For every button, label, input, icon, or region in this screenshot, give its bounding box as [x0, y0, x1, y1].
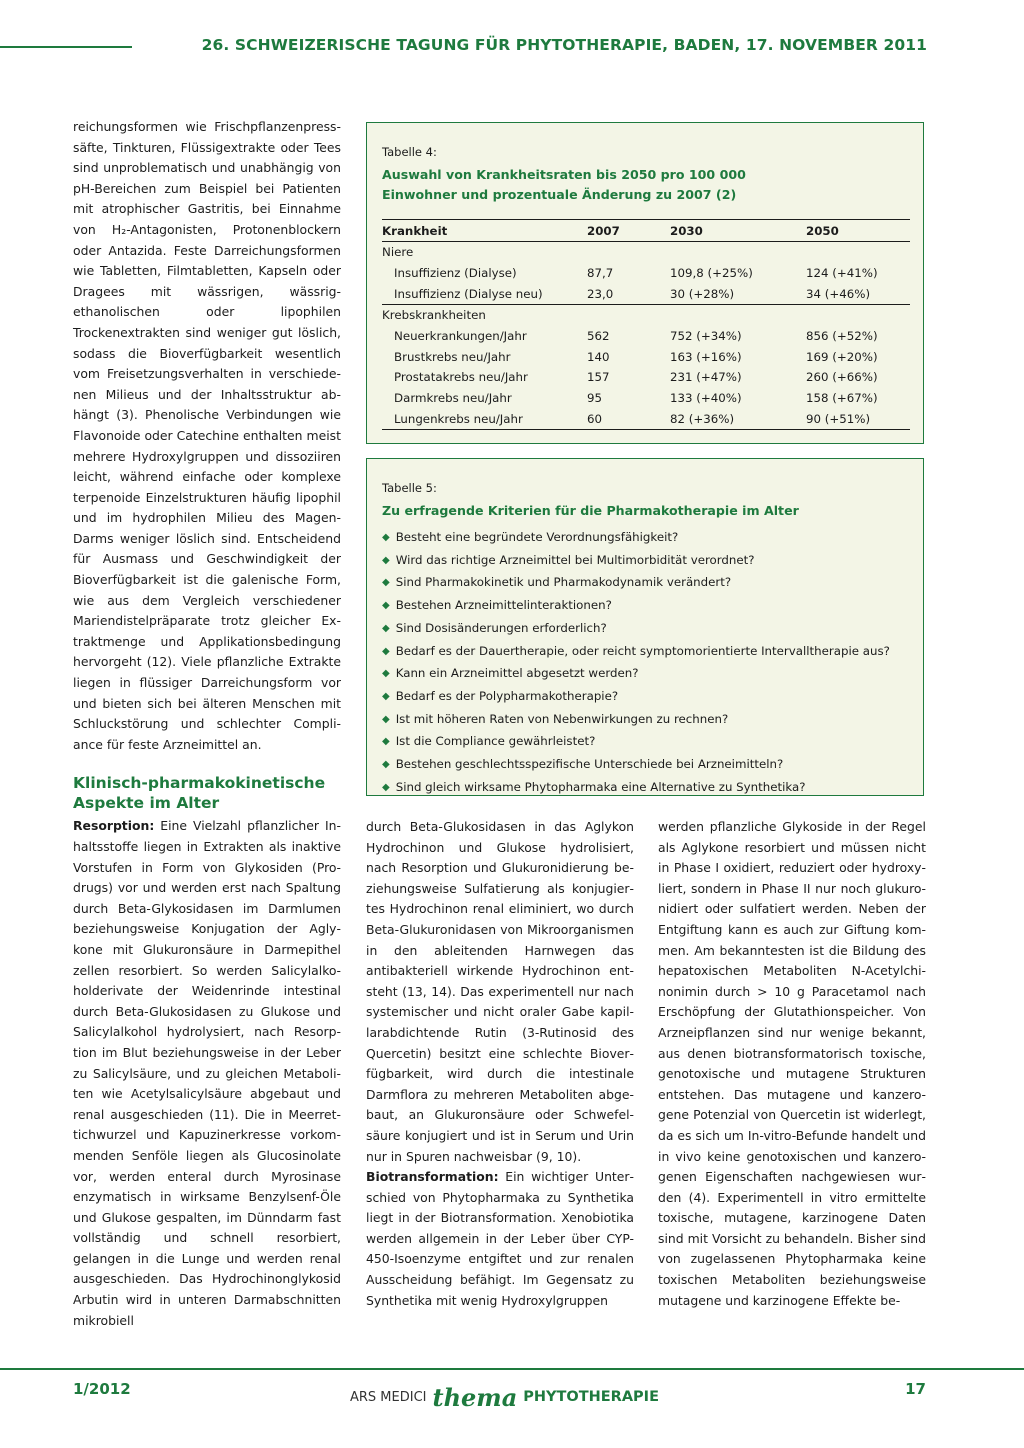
footer-rule — [0, 1368, 1024, 1370]
cell: 87,7 — [587, 266, 614, 281]
table-row — [382, 409, 910, 430]
group-label: Krebskrankheiten — [382, 308, 486, 323]
running-header: 26. SCHWEIZERISCHE TAGUNG FÜR PHYTOTHERAPIE, BADEN, 17. NOVEMBER 2011 — [201, 36, 927, 54]
cell: 260 (+66%) — [806, 370, 878, 385]
section-title: Klinisch-pharmakokinetische Aspekte im Alter — [73, 774, 326, 813]
disease-rates-table — [382, 219, 910, 430]
table-row — [382, 263, 910, 284]
cell: 231 (+47%) — [670, 370, 742, 385]
list-item: ◆ Ist mit höheren Raten von Nebenwirkungen zu rechnen? — [382, 709, 909, 732]
list-item: ◆ Bestehen geschlechtsspezifische Unterschiede bei Arzneimitteln? — [382, 754, 909, 777]
cell: Brustkrebs neu/Jahr — [394, 349, 511, 364]
list-item: ◆ Bestehen Arzneimittelinteraktionen? — [382, 595, 909, 618]
table-4-box — [366, 122, 924, 444]
run-in-label: Resorption: — [73, 818, 155, 834]
table-row — [382, 388, 910, 409]
paragraph — [366, 1167, 634, 1311]
list-item: ◆ Kann ein Arzneimittel abgesetzt werden? — [382, 663, 909, 686]
cell: 90 (+51%) — [806, 409, 910, 430]
list-item: ◆ Ist die Compliance gewährleistet? — [382, 731, 909, 754]
journal-logo — [350, 1378, 659, 1412]
table-title: Zu erfragende Kriterien für die Pharmakotherapie im Alter — [382, 503, 799, 518]
cell: 157 — [587, 370, 610, 385]
run-in-label: Biotransformation: — [366, 1169, 499, 1185]
column-3 — [658, 817, 926, 1311]
list-item: ◆ Sind gleich wirksame Phytopharmaka eine Alternative zu Synthetika? — [382, 777, 909, 800]
table-title: Auswahl von Krankheitsraten bis 2050 pro 100 000 Einwohner und prozentuale Änderung zu 2007 (2) — [382, 167, 746, 202]
list-item: ◆ Sind Pharmakokinetik und Pharmakodynamik verändert? — [382, 572, 909, 595]
cell: Darmkrebs neu/Jahr — [394, 391, 512, 406]
table-label: Tabelle 4: — [382, 145, 437, 159]
header-rule — [0, 46, 132, 48]
group-label: Niere — [382, 245, 414, 260]
cell: Insuffizienz (Dialyse) — [394, 266, 517, 281]
list-item: ◆ Besteht eine begründete Verordnungsfähigkeit? — [382, 527, 909, 550]
cell: 124 (+41%) — [806, 266, 878, 281]
paragraph: durch Beta-Glukosidasen in das Aglykon Hydrochinon und Glukose hydrolisiert, nach Resorption und Glukuronidierung beziehungsweise Sulfatierung als konjugiertes Hydrochinon renal eliminiert, wo durch Beta-Glukuronidasen von Mikroorganismen in den ableitenden Harnwegen das antibakteriell wirkende Hydrochinon entsteht (13, 14). Das experimentell nur nach systemischer und nicht oraler Gabe kapillarabdichtende Rutin (3-Rutinosid des Quercetin) besitzt eine schlechte Bioverfügbarkeit, wird durch die intestinale Darmflora zu mehreren Metaboliten abgebaut, an Glukuronsäure oder Schwefelsäure konjugiert und ist in Serum und Urin nur in Spuren nachweisbar (9, 10). — [366, 819, 634, 1164]
table-row — [382, 346, 910, 367]
table-row — [382, 283, 910, 304]
cell: 30 (+28%) — [670, 283, 806, 304]
cell: 562 — [587, 329, 610, 344]
paragraph — [73, 816, 341, 1331]
table-row — [382, 367, 910, 388]
cell: 158 (+67%) — [806, 391, 878, 406]
list-item: ◆ Sind Dosisänderungen erforderlich? — [382, 618, 909, 641]
list-item: ◆ Bedarf es der Polypharmakotherapie? — [382, 686, 909, 709]
list-item: ◆ Bedarf es der Dauertherapie, oder reicht symptomorientierte Intervalltherapie aus? — [382, 641, 909, 664]
section-name: PHYTOTHERAPIE — [523, 1389, 659, 1405]
cell: 23,0 — [587, 283, 670, 304]
column-header: 2030 — [670, 220, 806, 242]
paragraph-text: Ein wichtiger Unterschied von Phytopharmaka zu Synthetika liegt in der Biotransformation. Xenobiotika werden allgemein in der Leber über CYP-450-Isoenzyme entgiftet und zur renalen Ausscheidung befähigt. Im Gegensatz zu Synthetika mit wenig Hydroxylgruppen — [366, 1169, 634, 1308]
cell: 133 (+40%) — [670, 391, 742, 406]
issue-number: 1/2012 — [73, 1380, 131, 1398]
table-row — [382, 326, 910, 347]
cell: Lungenkrebs neu/Jahr — [382, 409, 587, 430]
criteria-list — [382, 527, 909, 799]
column-header: 2050 — [806, 220, 910, 242]
cell: Prostatakrebs neu/Jahr — [394, 370, 528, 385]
thema-wordmark: thema — [432, 1383, 518, 1412]
cell: 752 (+34%) — [670, 329, 742, 344]
list-item: ◆ Wird das richtige Arzneimittel bei Multimorbidität verordnet? — [382, 550, 909, 573]
cell: Insuffizienz (Dialyse neu) — [382, 283, 587, 304]
column-1 — [73, 117, 341, 1331]
cell: 856 (+52%) — [806, 329, 878, 344]
paragraph: reichungsformen wie Frischpflanzenpresssäfte, Tinkturen, Flüssigextrakte oder Tees sind unproblematisch und unabhängig von pH-Bereichen zum Beispiel bei Patienten mit atrophischer Gastritis, bei Einnahme von H₂-Antagonisten, Protonenblockern oder Antazida. Feste Darreichungsformen wie Tabletten, Filmtabletten, Kapseln oder Dragees mit wässrigen, wässrig-ethanolischen oder lipophilen Trockenextrakten sind weniger gut löslich, sodass die Bioverfügbarkeit wesentlich vom Freisetzungsverhalten in verschiedenen Milieus und der Inhaltsstruktur abhängt (3). Phenolische Verbindungen wie Flavonoide oder Catechine enthalten meist mehrere Hydroxylgruppen und dissoziiren leicht, während einfache oder komplexe terpenoide Einzelstrukturen häufig lipophil und im hydrophilen Milieu des Magen-Darms weniger löslich sind. Entscheidend für Ausmass und Geschwindigkeit der Bioverfügbarkeit ist die galenische Form, wie aus dem Vergleich verschiedener Mariendistelpräparate trotz gleicher Extraktmenge und Applikationsbedingung hervorgeht (12). Viele pflanzliche Extrakte liegen in flüssiger Darreichungsform vor und bieten sich bei älteren Menschen mit Schluckstörung und schlechter Compliance für feste Arzneimittel an. — [73, 119, 341, 752]
cell: 95 — [587, 391, 603, 406]
cell: 140 — [587, 349, 610, 364]
cell: 34 (+46%) — [806, 283, 910, 304]
table-5-box — [366, 458, 924, 796]
cell: 60 — [587, 409, 670, 430]
cell: 163 (+16%) — [670, 349, 742, 364]
table-label: Tabelle 5: — [382, 481, 437, 495]
brand-name: ARS MEDICI — [350, 1390, 427, 1405]
cell: 169 (+20%) — [806, 349, 878, 364]
column-header: 2007 — [587, 220, 670, 242]
page-number: 17 — [905, 1380, 926, 1398]
column-2 — [366, 817, 634, 1311]
column-header: Krankheit — [382, 220, 587, 242]
cell: Neuerkrankungen/Jahr — [394, 329, 527, 344]
cell: 82 (+36%) — [670, 409, 806, 430]
cell: 109,8 (+25%) — [670, 266, 753, 281]
paragraph-text: Eine Vielzahl pflanzlicher Inhaltsstoffe liegen in Extrakten als inaktive Vorstufen in Form von Glykosiden (Prodrugs) vor und werden erst nach Spaltung durch Beta-Glykosidasen im Darmlumen beziehungsweise Konjugation der Aglykone mit Glukuronsäure in Darmepithel zellen resorbiert. So werden Salicylalkoholderivate der Weidenrinde intestinal durch Beta-Glukosidasen zu Glukose und Salicylalkohol hydrolysiert, nach Resorption im Blut beziehungsweise in der Leber zu Salicylsäure, und zu gleichen Metaboliten wie Acetylsalicylsäure abgebaut und renal ausgeschieden (11). Die in Meerrettichwurzel und Kapuzinerkresse vorkommenden Senföle liegen als Glucosinolate vor, werden enteral durch Myrosinase enzymatisch in wirksame Benzylsenf-Öle und Glukose gespalten, im Dünndarm fast vollständig und schnell resorbiert, gelangen in die Lunge und werden renal ausgeschieden. Das Hydrochinonglykosid Arbutin wird in unteren Darmabschnitten mikrobiell — [73, 818, 341, 1328]
paragraph: werden pflanzliche Glykoside in der Regel als Aglykone resorbiert und müssen nicht in Phase I oxidiert, reduziert oder hydroxyliert, sondern in Phase II nur noch glukuronidiert oder sulfatiert werden. Neben der Entgiftung kann es auch zur Giftung kommen. Am bekanntesten ist die Bildung des hepatoxischen Metaboliten N-Acetylchinonimin durch > 10 g Paracetamol nach Erschöpfung der Glutathionspeicher. Von Arzneipflanzen sind nur wenige bekannt, aus denen biotransformatorisch toxische, genotoxische und mutagene Strukturen entstehen. Das mutagene und kanzerogene Potenzial von Quercetin ist widerlegt, da es sich um In-vitro-Befunde handelt und in vivo keine genotoxischen und kanzerogenen Eigenschaften nachgewiesen wurden (4). Experimentell in vitro ermittelte toxische, mutagene, karzinogene Daten sind mit Vorsicht zu behandeln. Bisher sind von zugelassenen Phytopharmaka keine toxischen Metaboliten beziehungsweise mutagene und karzinogene Effekte be- — [658, 819, 926, 1308]
